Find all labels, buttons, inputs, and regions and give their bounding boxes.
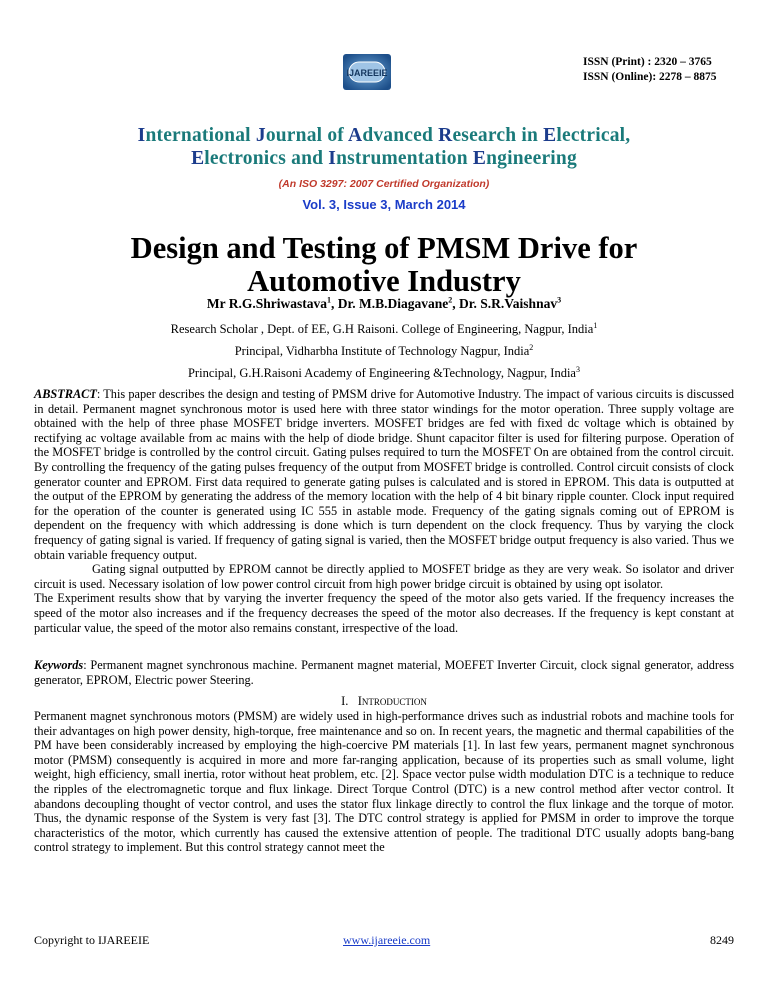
journal-initial: E <box>472 148 487 169</box>
author-name: Dr. S.R.Vaishnav <box>459 296 558 311</box>
journal-word: nternational <box>145 125 256 146</box>
iso-certification: (An ISO 3297: 2007 Certified Organization) <box>278 178 490 190</box>
author-name: Dr. M.B.Diagavane <box>337 296 449 311</box>
keywords-label: Keywords <box>34 658 84 672</box>
journal-word: dvanced <box>362 125 439 146</box>
author-name: Mr R.G.Shriwastava <box>206 296 328 311</box>
journal-logo <box>327 52 407 92</box>
paper-title <box>60 232 708 298</box>
introduction-text: Permanent magnet synchronous motors (PMSM) are widely used in high-performance drives such as industrial robots and machine tools for their advantages on high power density, high-torque, free maintenance and so on. In recent years, the magnetic and thermal capabilities of the PM have been considerably increased by employing the high-coercive PM materials [1]. In last few years, permanent magnet synchronous motor (PMSM) consequently is acquired in more and more far-ranging application, because of its properties such as small volume, light weight, high efficiency, small inertia, rotor without heat problem, etc. [2]. Space vector pulse width modulation DTC is a technique to reduce the ripples of the electromagnetic torque and flux linkage. Direct Torque Control (DTC) is a new control method after vector control. It abandons decoupling thought of vector control, and uses the stator flux linkage directly to control the flux linkage and the torque of motor. Thus, the dynamic response of the System is very fast [3]. The DTC control strategy is applied for PMSM in order to improve the torque characteristics of the motor, which currently has caused the extensive attention of people. The traditional DTC usually adopts bang-bang control strategy to implement. But this control strategy cannot meet the <box>34 709 734 855</box>
issn-block <box>583 55 743 85</box>
copyright: Copyright to IJAREEIE <box>34 933 150 947</box>
affiliation-2: Principal, Vidharbha Institute of Technology Nagpur, India$^2$ <box>234 342 534 358</box>
authors: Mr R.G.Shriwastava$^1$, Dr. M.B.Diagavane$^2$, Dr. S.R.Vaishnav$^3$ <box>206 295 562 311</box>
journal-word: of <box>327 125 349 146</box>
journal-initial: R <box>438 125 453 146</box>
abstract-paragraph-3: The Experiment results show that by varying the inverter frequency the speed of the motor also gets varied. If the frequency increases the speed of the motor also increases and if the frequency decreases the speed of the motor also decreases. If the frequency is kept constant at particular value, the speed of the motor also remains constant, irrespective of the load. <box>34 591 734 635</box>
logo-text: IJAREEIE <box>346 68 388 78</box>
journal-initial: A <box>348 125 363 146</box>
author-affiliation-marker: 1 <box>327 295 332 305</box>
author-affiliation-marker: 3 <box>557 295 562 305</box>
journal-word: lectrical, <box>556 125 631 146</box>
journal-initial: E <box>191 148 205 169</box>
journal-word: and <box>291 148 329 169</box>
journal-initial: J <box>255 125 266 146</box>
journal-word: ournal <box>265 125 328 146</box>
abstract-paragraph-1: ABSTRACT: This paper describes the design and testing of PMSM drive for Automotive Industry. The impact of various circuits is discussed in detail. Permanent magnet synchronous motor is used here with three stator windings for the motor operation. Three supply voltage are obtained with the help of three phase MOSFET bridge inverters. MOSFET bridges are fed with fixed dc voltage which is obtained by rectifying ac voltage available from ac mains with the help of diode bridge. Shunt capacitor filter is used for filtering purpose. Operation of the MOSFET bridge is controlled by the control circuit. Gating pulses required to turn the MOSFET On are obtained from the control circuit. By controlling the frequency of the gating pulses frequency of the output from MOSFET bridge is controlled. Control circuit consists of clock generator counter and EPROM. First data required to generate gating pulses is calculated and is stored in EPROM. This data is outputted at the output of the EPROM by generating the address of the memory location with the help of 4 bit binary ripple counter. Clock input required for the operation of the counter is generated using IC 555 in astable mode. Frequency of the gating signals coming out of EPROM is dependent on the frequency with which addressing is done which is turn dependent on the clock frequency. Thus by varying the clock frequency of gating signal is varied. If frequency of gating signal is varied, then the MOSFET bridge output frequency is also varied. Thus we obtain variable frequency output. <box>34 387 734 562</box>
issn-online: ISSN (Online): 2278 – 8875 <box>583 71 717 83</box>
page-number: 8249 <box>710 933 734 947</box>
journal-url-link[interactable]: www.ijareeie.com <box>343 933 431 947</box>
volume-issue: Vol. 3, Issue 3, March 2014 <box>302 197 466 212</box>
paper-title-line2: Automotive Industry <box>247 264 521 298</box>
journal-initial: E <box>543 125 557 146</box>
journal-initial: I <box>328 148 337 169</box>
journal-word: nstrumentation <box>336 148 473 169</box>
journal-word: ngineering <box>486 148 577 169</box>
affiliation-1: Research Scholar , Dept. of EE, G.H Raisoni. College of Engineering, Nagpur, India$^1$ <box>170 320 598 336</box>
abstract <box>34 387 734 635</box>
author-affiliation-marker: 2 <box>448 295 453 305</box>
journal-word: lectronics <box>204 148 292 169</box>
journal-word: esearch <box>452 125 522 146</box>
abstract-label: ABSTRACT <box>34 387 97 401</box>
paper-title-line1: Design and Testing of PMSM Drive for <box>130 231 638 265</box>
journal-initial: I <box>137 125 146 146</box>
abstract-paragraph-2: Gating signal outputted by EPROM cannot be directly applied to MOSFET bridge as they are very weak. So isolator and driver circuit is used. Necessary isolation of low power control circuit from high power bridge circuit is obtained by using opt isolator. <box>34 562 734 591</box>
journal-word: in <box>521 125 544 146</box>
journal-name <box>40 124 728 170</box>
journal-name-line2 <box>40 147 728 170</box>
section-heading: I. Introduction <box>341 694 427 708</box>
affiliation-3: Principal, G.H.Raisoni Academy of Engineering &Technology, Nagpur, India$^3$ <box>187 364 580 380</box>
keywords: Keywords: Permanent magnet synchronous machine. Permanent magnet material, MOEFET Inverter Circuit, clock signal generator, address generator, EPROM, Electric power Steering. <box>34 658 734 687</box>
journal-name-line1 <box>40 124 728 147</box>
issn-print: ISSN (Print) : 2320 – 3765 <box>583 56 712 68</box>
